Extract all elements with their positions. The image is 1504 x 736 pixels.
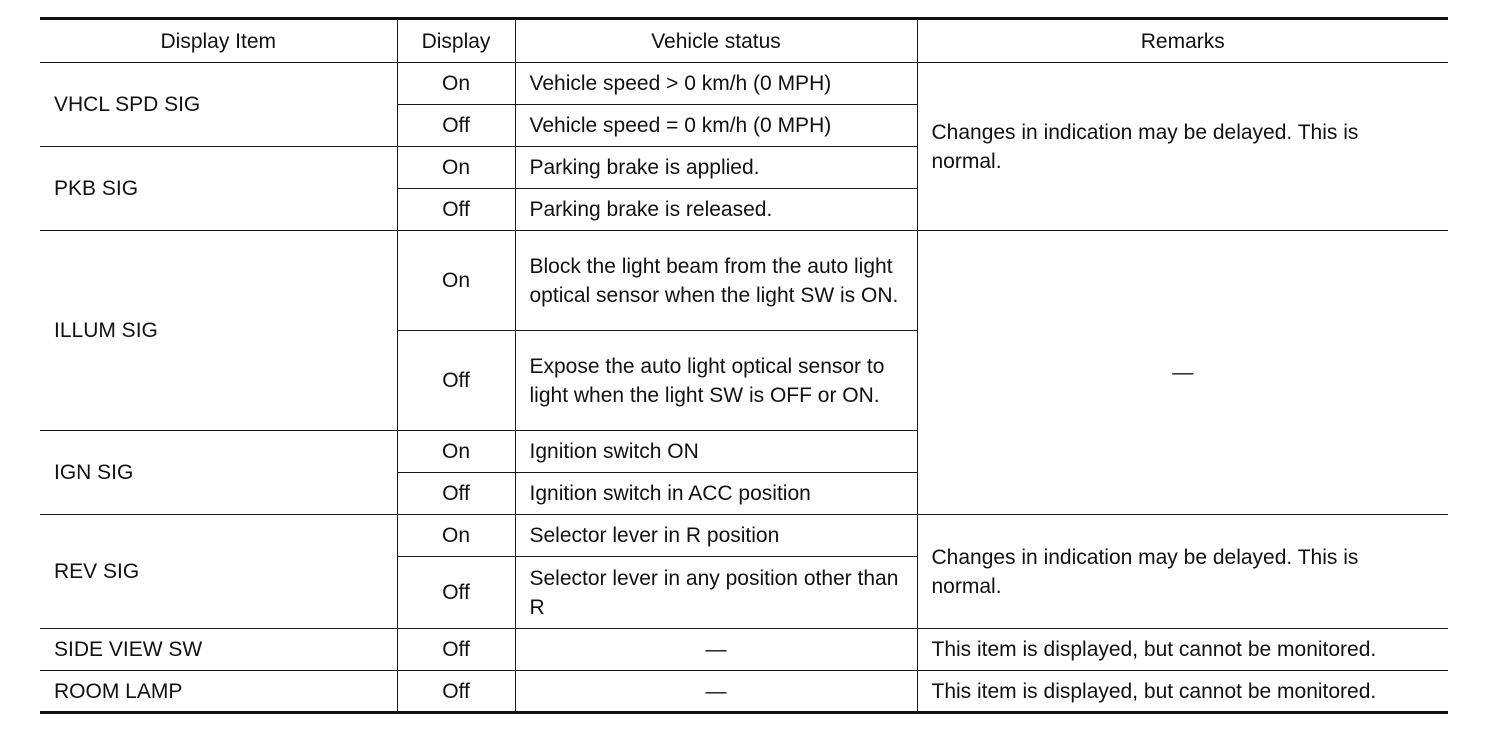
remark-rev: Changes in indication may be delayed. This is normal. [917, 515, 1448, 629]
table-row [40, 671, 1448, 713]
display-value: On [397, 431, 515, 473]
vehicle-status: Parking brake is released. [515, 189, 917, 231]
item-side-view-sw: SIDE VIEW SW [40, 629, 397, 671]
table-row [40, 63, 1448, 105]
item-illum-sig: ILLUM SIG [40, 231, 397, 431]
display-value: On [397, 63, 515, 105]
table-row [40, 231, 1448, 331]
display-value: Off [397, 671, 515, 713]
display-value: Off [397, 105, 515, 147]
item-room-lamp: ROOM LAMP [40, 671, 397, 713]
display-value: Off [397, 473, 515, 515]
display-value: On [397, 515, 515, 557]
vehicle-status: — [515, 629, 917, 671]
display-value: On [397, 231, 515, 331]
header-display: Display [397, 19, 515, 63]
remark-room-lamp: This item is displayed, but cannot be monitored. [917, 671, 1448, 713]
item-rev-sig: REV SIG [40, 515, 397, 629]
remark-dash: — [917, 231, 1448, 515]
vehicle-status: Vehicle speed > 0 km/h (0 MPH) [515, 63, 917, 105]
vehicle-status: Selector lever in any position other than R [515, 557, 917, 629]
remark-speed-parking: Changes in indication may be delayed. This is normal. [917, 63, 1448, 231]
vehicle-status: Expose the auto light optical sensor to light when the light SW is OFF or ON. [515, 331, 917, 431]
vehicle-status: Block the light beam from the auto light optical sensor when the light SW is ON. [515, 231, 917, 331]
table-header-row [40, 19, 1448, 63]
vehicle-status: Ignition switch in ACC position [515, 473, 917, 515]
vehicle-status: Selector lever in R position [515, 515, 917, 557]
header-display-item: Display Item [40, 19, 397, 63]
item-ign-sig: IGN SIG [40, 431, 397, 515]
item-pkb-sig: PKB SIG [40, 147, 397, 231]
display-value: On [397, 147, 515, 189]
vehicle-status: Ignition switch ON [515, 431, 917, 473]
table-row [40, 515, 1448, 557]
display-value: Off [397, 189, 515, 231]
header-remarks: Remarks [917, 19, 1448, 63]
display-value: Off [397, 331, 515, 431]
vehicle-status: — [515, 671, 917, 713]
table-row [40, 629, 1448, 671]
vehicle-status: Parking brake is applied. [515, 147, 917, 189]
display-value: Off [397, 629, 515, 671]
header-vehicle-status: Vehicle status [515, 19, 917, 63]
item-vhcl-spd-sig: VHCL SPD SIG [40, 63, 397, 147]
vehicle-status: Vehicle speed = 0 km/h (0 MPH) [515, 105, 917, 147]
monitor-item-table [40, 17, 1448, 714]
remark-side-view: This item is displayed, but cannot be monitored. [917, 629, 1448, 671]
display-value: Off [397, 557, 515, 629]
